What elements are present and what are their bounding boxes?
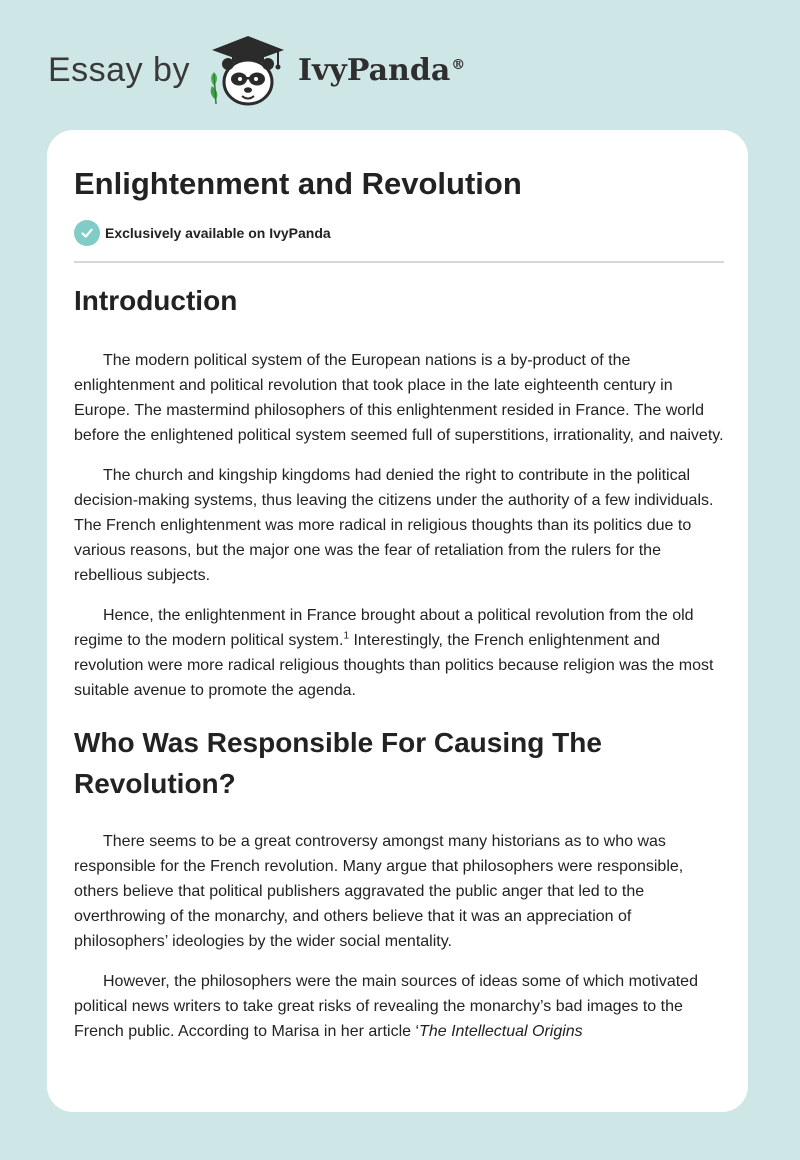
section-introduction <box>74 280 724 703</box>
panda-logo-icon <box>204 30 292 110</box>
paragraph: Hence, the enlightenment in France brought about a political revolution from the old regime to the modern political system.$^1$ Interestingly, the French enlightenment and revolution were more radical religious thoughts than politics because religion was the most suitable avenue to promote the agenda. <box>74 607 714 699</box>
divider <box>74 261 724 263</box>
section-heading: Who Was Responsible For Causing The Revolution? <box>74 727 602 799</box>
brand-header[interactable] <box>48 30 465 110</box>
essay-card <box>47 130 748 1112</box>
exclusive-badge <box>74 220 331 246</box>
page-title: Enlightenment and Revolution <box>74 166 522 201</box>
brand-name: IvyPanda® <box>297 52 466 88</box>
brand-prefix: Essay by <box>48 50 190 89</box>
badge-label: Exclusively available on IvyPanda <box>105 225 331 241</box>
essay-content <box>74 280 724 1059</box>
paragraph: There seems to be a great controversy amongst many historians as to who was responsible for the French revolution. Many argue that philosophers were responsible, others believe that political publishers aggravated the public anger that led to the overthrowing of the monarchy, and others believe that it was an appreciation of philosophers’ ideologies by the wider social mentality. <box>74 833 684 950</box>
paragraph: However, the philosophers were the main sources of ideas some of which motivated political news writers to take great risks of revealing the monarchy’s bad images to the French public. According to Marisa in her article ‘The Intellectual Origins <box>74 973 698 1040</box>
section-who-was-responsible <box>74 722 724 1044</box>
section-heading: Introduction <box>74 285 238 316</box>
paragraph: The modern political system of the European nations is a by-product of the enlightenment and political revolution that took place in the late eighteenth century in Europe. The mastermind philosophers of this enlightenment resided in France. The world before the enlightened political system seemed full of superstitions, irrationality, and naivety. <box>74 352 724 444</box>
paragraph: The church and kingship kingdoms had denied the right to contribute in the political decision-making systems, thus leaving the citizens under the authority of a few individuals. The French enlightenment was more radical in religious thoughts than its politics due to various reasons, but the major one was the fear of retaliation from the rulers for the rebellious subjects. <box>74 467 714 584</box>
check-icon <box>74 220 100 246</box>
footnote-link[interactable]: 1 <box>343 630 350 642</box>
